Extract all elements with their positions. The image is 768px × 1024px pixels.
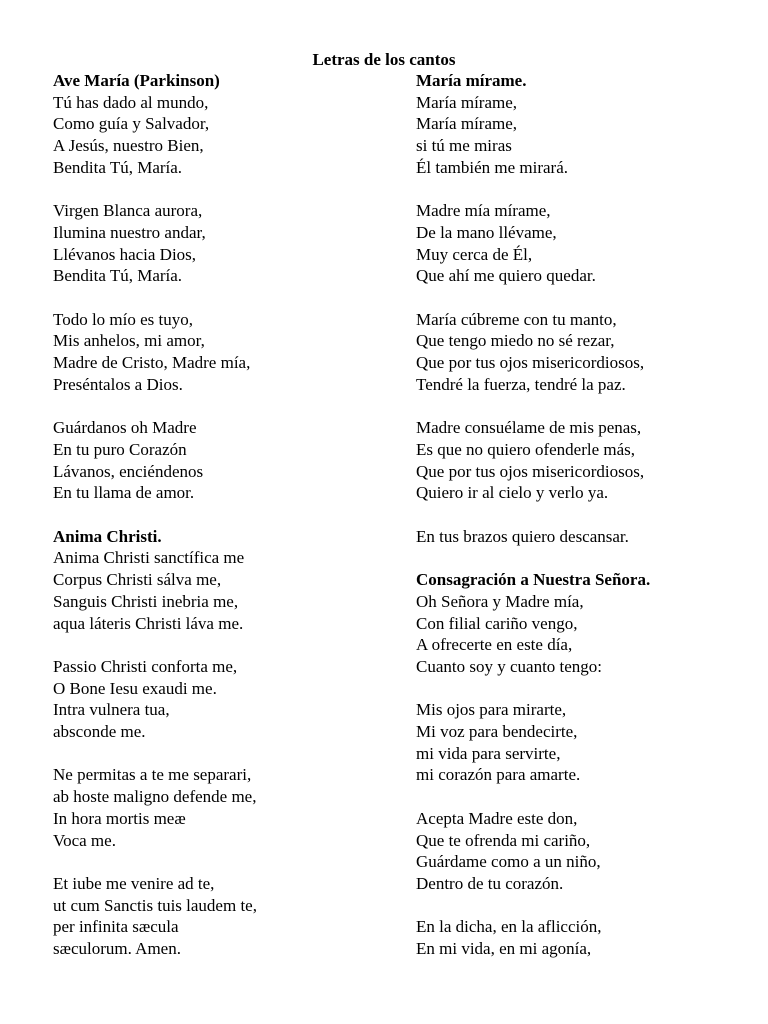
lyric-line: Et iube me venire ad te, <box>53 873 215 893</box>
page-title: Letras de los cantos <box>312 50 456 69</box>
stanza <box>416 92 756 179</box>
lyric-line: Llévanos hacia Dios, <box>53 244 197 264</box>
stanza <box>53 547 393 634</box>
lyric-line: María cúbreme con tu manto, <box>416 309 617 329</box>
lyric-line: Mi voz para bendecirte, <box>416 722 578 741</box>
lyric-line: Como guía y Salvador, <box>53 114 210 134</box>
lyric-line: sæculorum. Amen. <box>53 939 181 959</box>
lyric-line: A Jesús, nuestro Bien, <box>53 136 204 156</box>
stanza <box>416 200 756 287</box>
lyric-line: Voca me. <box>53 830 116 850</box>
lyric-line: Él también me mirará. <box>416 157 568 177</box>
lyric-line: Lávanos, enciéndenos <box>53 461 204 481</box>
lyric-line: En tu llama de amor. <box>53 483 195 503</box>
lyric-line: Sanguis Christi inebria me, <box>53 591 239 611</box>
stanza <box>53 764 393 851</box>
song-title: Anima Christi. <box>53 526 162 546</box>
lyric-line: En tus brazos quiero descansar. <box>416 526 629 546</box>
lyric-line: Muy cerca de Él, <box>416 244 533 264</box>
lyric-line: En mi vida, en mi agonía, <box>416 939 592 958</box>
lyric-line: Guárdame como a un niño, <box>416 852 601 872</box>
lyric-line: ut cum Sanctis tuis laudem te, <box>53 895 257 915</box>
stanza <box>53 309 393 396</box>
lyric-line: Anima Christi sanctífica me <box>53 548 245 568</box>
lyric-line: Madre mía mírame, <box>416 201 551 221</box>
lyric-line: si tú me miras <box>416 136 512 156</box>
stanza <box>53 200 393 287</box>
lyric-line: Virgen Blanca aurora, <box>53 201 203 221</box>
song-consagracion-a-nuestra-senora <box>416 569 756 960</box>
lyric-line: Con filial cariño vengo, <box>416 613 578 633</box>
lyric-line: Acepta Madre este don, <box>416 808 578 828</box>
lyric-line: Que por tus ojos misericordiosos, <box>416 353 645 373</box>
lyric-line: mi corazón para amarte. <box>416 765 581 785</box>
lyric-line: Dentro de tu corazón. <box>416 873 564 893</box>
lyric-line: Mis anhelos, mi amor, <box>53 331 205 351</box>
lyric-line: María mírame, <box>416 92 518 112</box>
lyric-line: per infinita sæcula <box>53 917 179 937</box>
stanza <box>416 526 756 548</box>
right-column <box>416 70 756 981</box>
song-anima-christi <box>53 526 393 960</box>
lyric-line: Cuanto soy y cuanto tengo: <box>416 656 603 676</box>
lyric-line: Todo lo mío es tuyo, <box>53 309 194 329</box>
lyric-line: Passio Christi conforta me, <box>53 656 238 676</box>
lyric-line: En la dicha, en la aflicción, <box>416 917 602 937</box>
stanza <box>416 309 756 396</box>
lyric-line: De la mano llévame, <box>416 222 557 242</box>
stanza <box>53 417 393 504</box>
left-column <box>53 70 393 981</box>
lyric-line: Tú has dado al mundo, <box>53 92 209 112</box>
lyric-line: Oh Señora y Madre mía, <box>416 591 584 611</box>
lyric-line: Madre de Cristo, Madre mía, <box>53 353 251 373</box>
lyric-line: En tu puro Corazón <box>53 439 187 459</box>
stanza <box>53 656 393 743</box>
stanza <box>53 873 393 960</box>
lyric-line: Ne permitas a te me separari, <box>53 765 252 785</box>
lyric-line: Preséntalos a Dios. <box>53 374 183 394</box>
stanza <box>416 417 756 504</box>
stanza <box>416 916 756 959</box>
lyric-line: María mírame, <box>416 114 518 134</box>
lyric-line: Que tengo miedo no sé rezar, <box>416 331 615 351</box>
stanza <box>53 92 393 179</box>
stanza <box>416 591 756 678</box>
song-maria-mirame <box>416 70 756 547</box>
lyric-line: Ilumina nuestro andar, <box>53 222 206 242</box>
lyric-line: Es que no quiero ofenderle más, <box>416 439 636 459</box>
stanza <box>416 808 756 895</box>
lyric-line: Bendita Tú, María. <box>53 266 183 286</box>
lyric-line: Quiero ir al cielo y verlo ya. <box>416 483 609 503</box>
lyric-line: Corpus Christi sálva me, <box>53 570 222 590</box>
lyric-line: Tendré la fuerza, tendré la paz. <box>416 374 626 394</box>
song-title: Consagración a Nuestra Señora. <box>416 570 651 590</box>
lyric-line: Bendita Tú, María. <box>53 157 183 177</box>
lyric-line: In hora mortis meæ <box>53 808 186 828</box>
lyric-line: A ofrecerte en este día, <box>416 635 573 655</box>
lyric-line: Que te ofrenda mi cariño, <box>416 830 591 850</box>
lyric-line: aqua láteris Christi láva me. <box>53 613 244 633</box>
song-title: Ave María (Parkinson) <box>53 71 220 90</box>
lyric-line: absconde me. <box>53 722 146 742</box>
song-ave-maria-parkinson <box>53 70 393 504</box>
lyric-line: Intra vulnera tua, <box>53 700 170 720</box>
lyric-line: O Bone Iesu exaudi me. <box>53 678 217 698</box>
lyric-line: Que ahí me quiero quedar. <box>416 266 596 286</box>
lyric-line: ab hoste maligno defende me, <box>53 787 257 807</box>
lyric-line: Guárdanos oh Madre <box>53 418 197 438</box>
lyric-line: Que por tus ojos misericordiosos, <box>416 461 645 481</box>
song-title: María mírame. <box>416 71 527 90</box>
stanza <box>416 699 756 786</box>
lyric-line: Mis ojos para mirarte, <box>416 700 567 720</box>
lyric-line: mi vida para servirte, <box>416 743 561 763</box>
lyric-line: Madre consuélame de mis penas, <box>416 418 642 438</box>
